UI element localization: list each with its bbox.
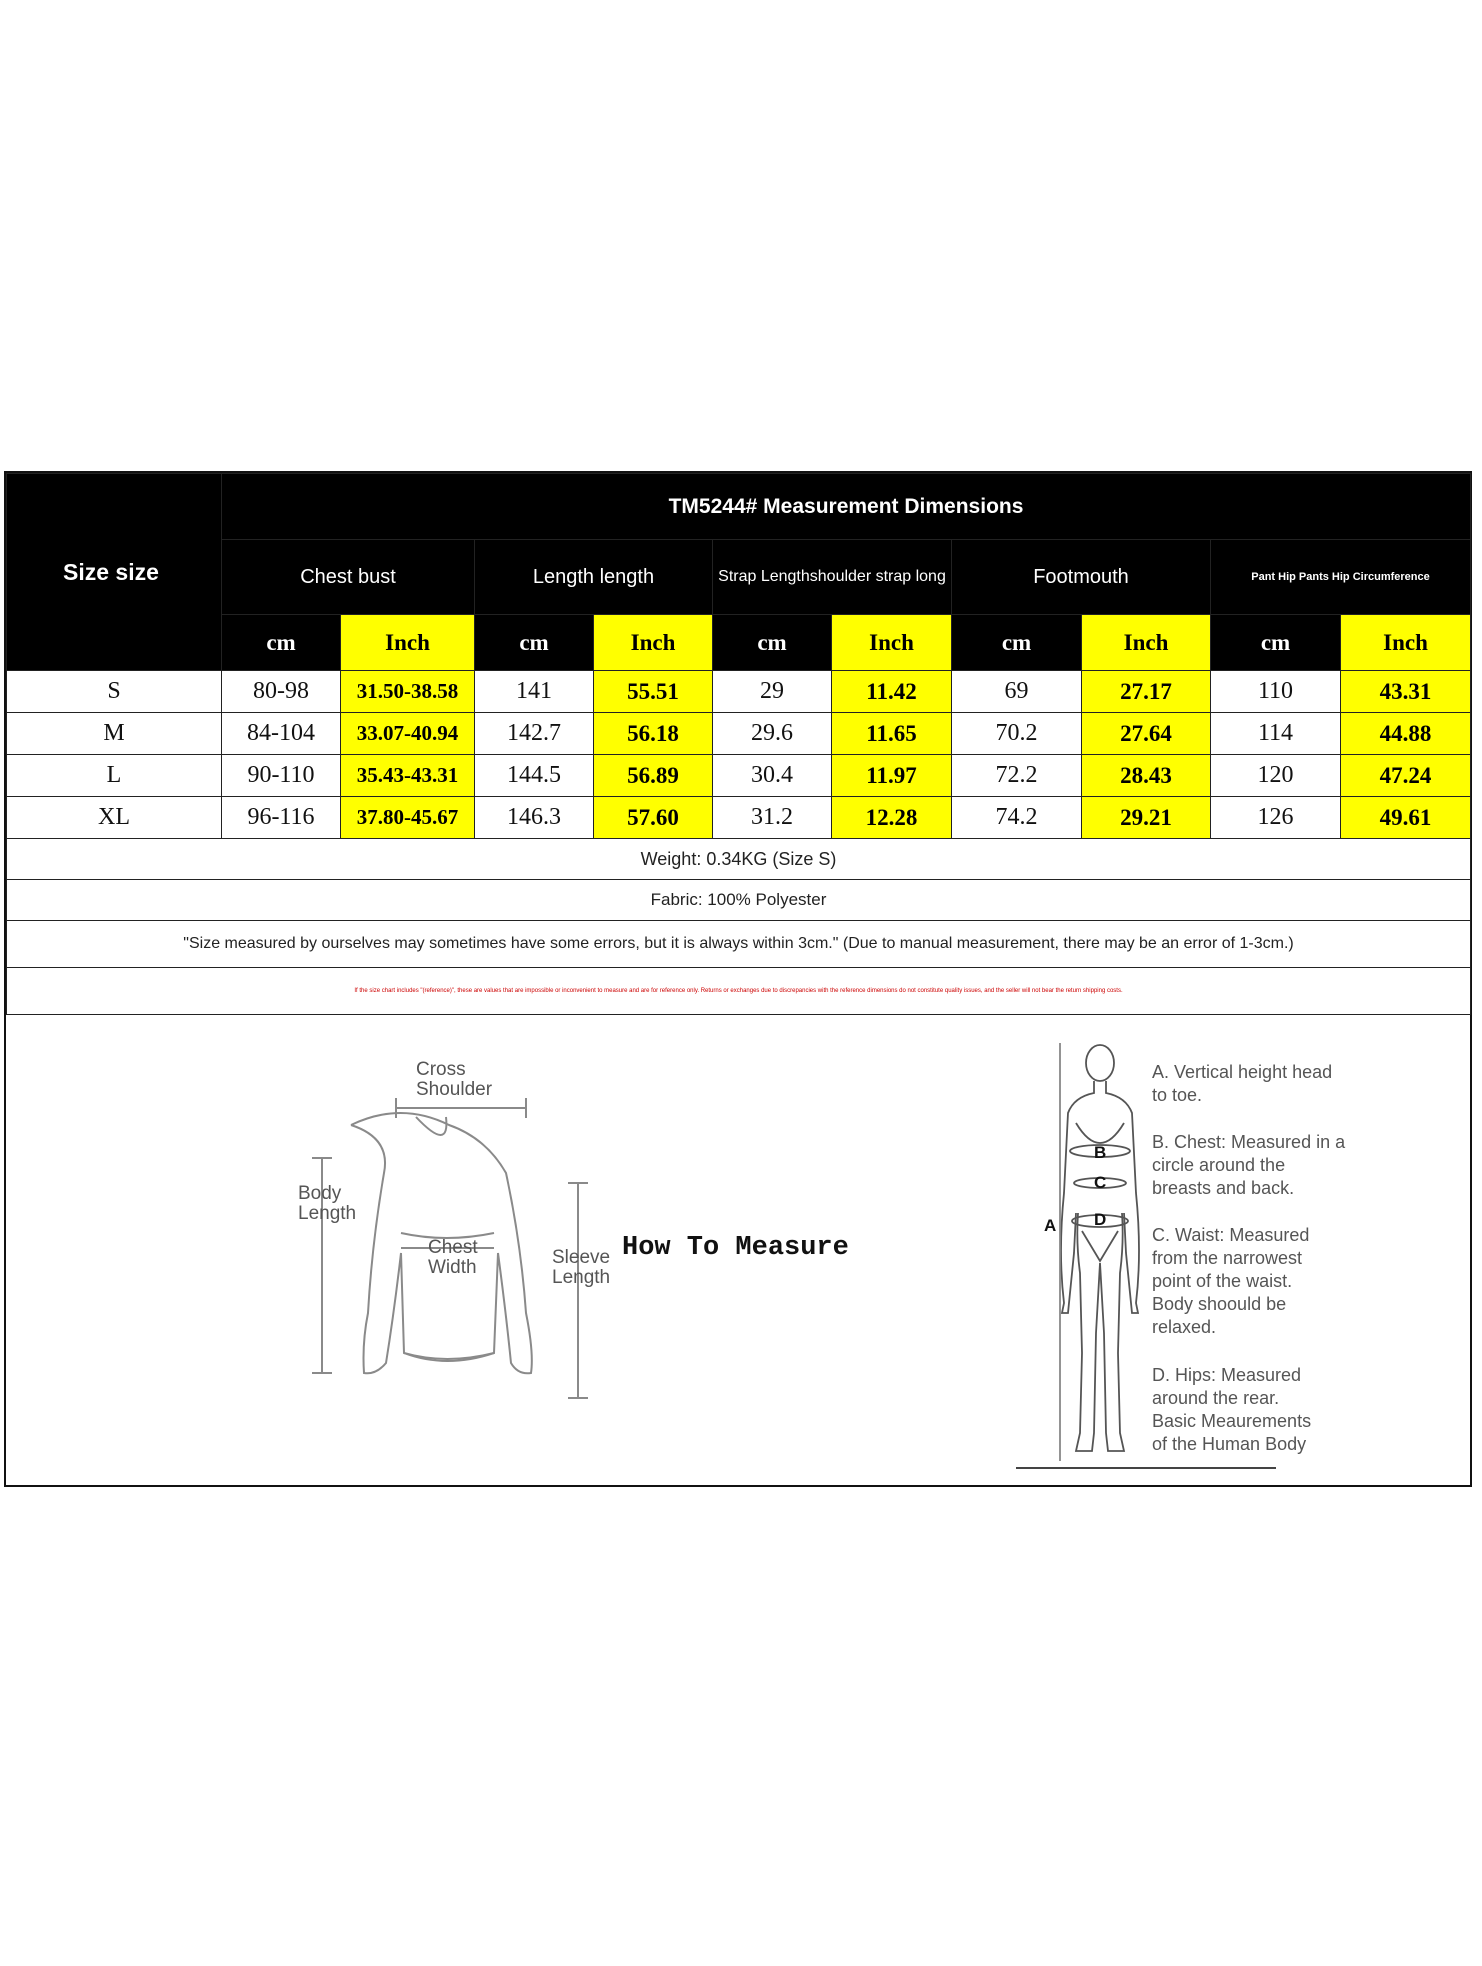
table-row bbox=[7, 797, 1471, 839]
inch-cell: 33.07-40.94 bbox=[341, 713, 475, 755]
size-cell: L bbox=[7, 755, 222, 797]
cm-cell: 69 bbox=[952, 671, 1082, 713]
cm-cell: 142.7 bbox=[475, 713, 594, 755]
size-cell: S bbox=[7, 671, 222, 713]
unit-header-inch: Inch bbox=[594, 615, 713, 671]
letter-d: D bbox=[1094, 1210, 1107, 1229]
legend-d: D. Hips: Measured around the rear. Basic Meaurements of the Human Body bbox=[1152, 1365, 1312, 1454]
inch-cell: 31.50-38.58 bbox=[341, 671, 475, 713]
legend-b: B. Chest: Measured in a circle around the breasts and back. bbox=[1152, 1132, 1346, 1198]
sleeve-length-label-2: Length bbox=[552, 1267, 611, 1288]
unit-header-inch: Inch bbox=[341, 615, 475, 671]
unit-header-cm: cm bbox=[713, 615, 832, 671]
how-to-measure-section bbox=[6, 1013, 1470, 1485]
unit-header-cm: cm bbox=[1211, 615, 1341, 671]
table-row bbox=[7, 671, 1471, 713]
inch-cell: 56.18 bbox=[594, 713, 713, 755]
cm-cell: 90-110 bbox=[222, 755, 341, 797]
cm-cell: 31.2 bbox=[713, 797, 832, 839]
inch-cell: 28.43 bbox=[1082, 755, 1211, 797]
cm-cell: 146.3 bbox=[475, 797, 594, 839]
inch-cell: 55.51 bbox=[594, 671, 713, 713]
letter-b: B bbox=[1094, 1143, 1107, 1162]
inch-cell: 11.42 bbox=[832, 671, 952, 713]
weight-note: Weight: 0.34KG (Size S) bbox=[7, 839, 1471, 880]
legend-c: C. Waist: Measured from the narrowest point of the waist. Body shoould be relaxed. bbox=[1152, 1225, 1310, 1337]
chest-width-label-1: Chest bbox=[428, 1237, 478, 1258]
table-row bbox=[7, 755, 1471, 797]
unit-header-inch: Inch bbox=[1082, 615, 1211, 671]
disclaimer-note: "Size measured by ourselves may sometimes have some errors, but it is always within 3cm." (Due to manual measurement, there may be an error of 1-3cm.) bbox=[7, 921, 1471, 968]
cross-shoulder-label-2: Shoulder bbox=[416, 1079, 493, 1100]
column-group-header: Chest bust bbox=[222, 540, 475, 615]
cm-cell: 114 bbox=[1211, 713, 1341, 755]
letter-a: A bbox=[1044, 1216, 1057, 1235]
inch-cell: 47.24 bbox=[1341, 755, 1471, 797]
cm-cell: 141 bbox=[475, 671, 594, 713]
cm-cell: 110 bbox=[1211, 671, 1341, 713]
column-group-header: Pant Hip Pants Hip Circumference bbox=[1211, 540, 1471, 615]
cm-cell: 70.2 bbox=[952, 713, 1082, 755]
size-cell: M bbox=[7, 713, 222, 755]
inch-cell: 43.31 bbox=[1341, 671, 1471, 713]
body-length-label-1: Body bbox=[298, 1183, 342, 1204]
unit-header-cm: cm bbox=[952, 615, 1082, 671]
cm-cell: 84-104 bbox=[222, 713, 341, 755]
inch-cell: 12.28 bbox=[832, 797, 952, 839]
inch-cell: 37.80-45.67 bbox=[341, 797, 475, 839]
cm-cell: 126 bbox=[1211, 797, 1341, 839]
inch-cell: 49.61 bbox=[1341, 797, 1471, 839]
fineprint-note: If the size chart includes "(reference)", these are values that are impossible or inconvenient to measure and are for reference only. Returns or exchanges due to discrepancies with the reference dimensions do not constitute quality issues, and the seller will not bear the return shipping costs. bbox=[7, 968, 1471, 1015]
cm-cell: 29 bbox=[713, 671, 832, 713]
unit-header-inch: Inch bbox=[832, 615, 952, 671]
table-title: TM5244# Measurement Dimensions bbox=[222, 474, 1471, 540]
table-row bbox=[7, 713, 1471, 755]
inch-cell: 57.60 bbox=[594, 797, 713, 839]
inch-cell: 29.21 bbox=[1082, 797, 1211, 839]
cm-cell: 120 bbox=[1211, 755, 1341, 797]
chest-width-label-2: Width bbox=[428, 1257, 477, 1278]
unit-header-inch: Inch bbox=[1341, 615, 1471, 671]
cm-cell: 80-98 bbox=[222, 671, 341, 713]
unit-header-cm: cm bbox=[222, 615, 341, 671]
inch-cell: 27.17 bbox=[1082, 671, 1211, 713]
size-chart bbox=[4, 471, 1472, 1487]
fabric-note: Fabric: 100% Polyester bbox=[7, 880, 1471, 921]
unit-header-cm: cm bbox=[475, 615, 594, 671]
size-cell: XL bbox=[7, 797, 222, 839]
cm-cell: 96-116 bbox=[222, 797, 341, 839]
legend-a: A. Vertical height head to toe. bbox=[1152, 1062, 1333, 1105]
size-header: Size size bbox=[7, 474, 222, 671]
column-group-header: Strap Lengthshoulder strap long bbox=[713, 540, 952, 615]
inch-cell: 56.89 bbox=[594, 755, 713, 797]
column-group-header: Footmouth bbox=[952, 540, 1211, 615]
cm-cell: 29.6 bbox=[713, 713, 832, 755]
inch-cell: 35.43-43.31 bbox=[341, 755, 475, 797]
body-length-label-2: Length bbox=[298, 1203, 357, 1224]
how-to-measure-title: How To Measure bbox=[622, 1233, 849, 1263]
cm-cell: 30.4 bbox=[713, 755, 832, 797]
inch-cell: 11.65 bbox=[832, 713, 952, 755]
inch-cell: 27.64 bbox=[1082, 713, 1211, 755]
cm-cell: 72.2 bbox=[952, 755, 1082, 797]
cm-cell: 144.5 bbox=[475, 755, 594, 797]
cross-shoulder-label-1: Cross bbox=[416, 1059, 466, 1080]
size-table bbox=[6, 473, 1471, 1015]
inch-cell: 44.88 bbox=[1341, 713, 1471, 755]
letter-c: C bbox=[1094, 1173, 1107, 1192]
sleeve-length-label-1: Sleeve bbox=[552, 1247, 611, 1268]
column-group-header: Length length bbox=[475, 540, 713, 615]
cm-cell: 74.2 bbox=[952, 797, 1082, 839]
inch-cell: 11.97 bbox=[832, 755, 952, 797]
